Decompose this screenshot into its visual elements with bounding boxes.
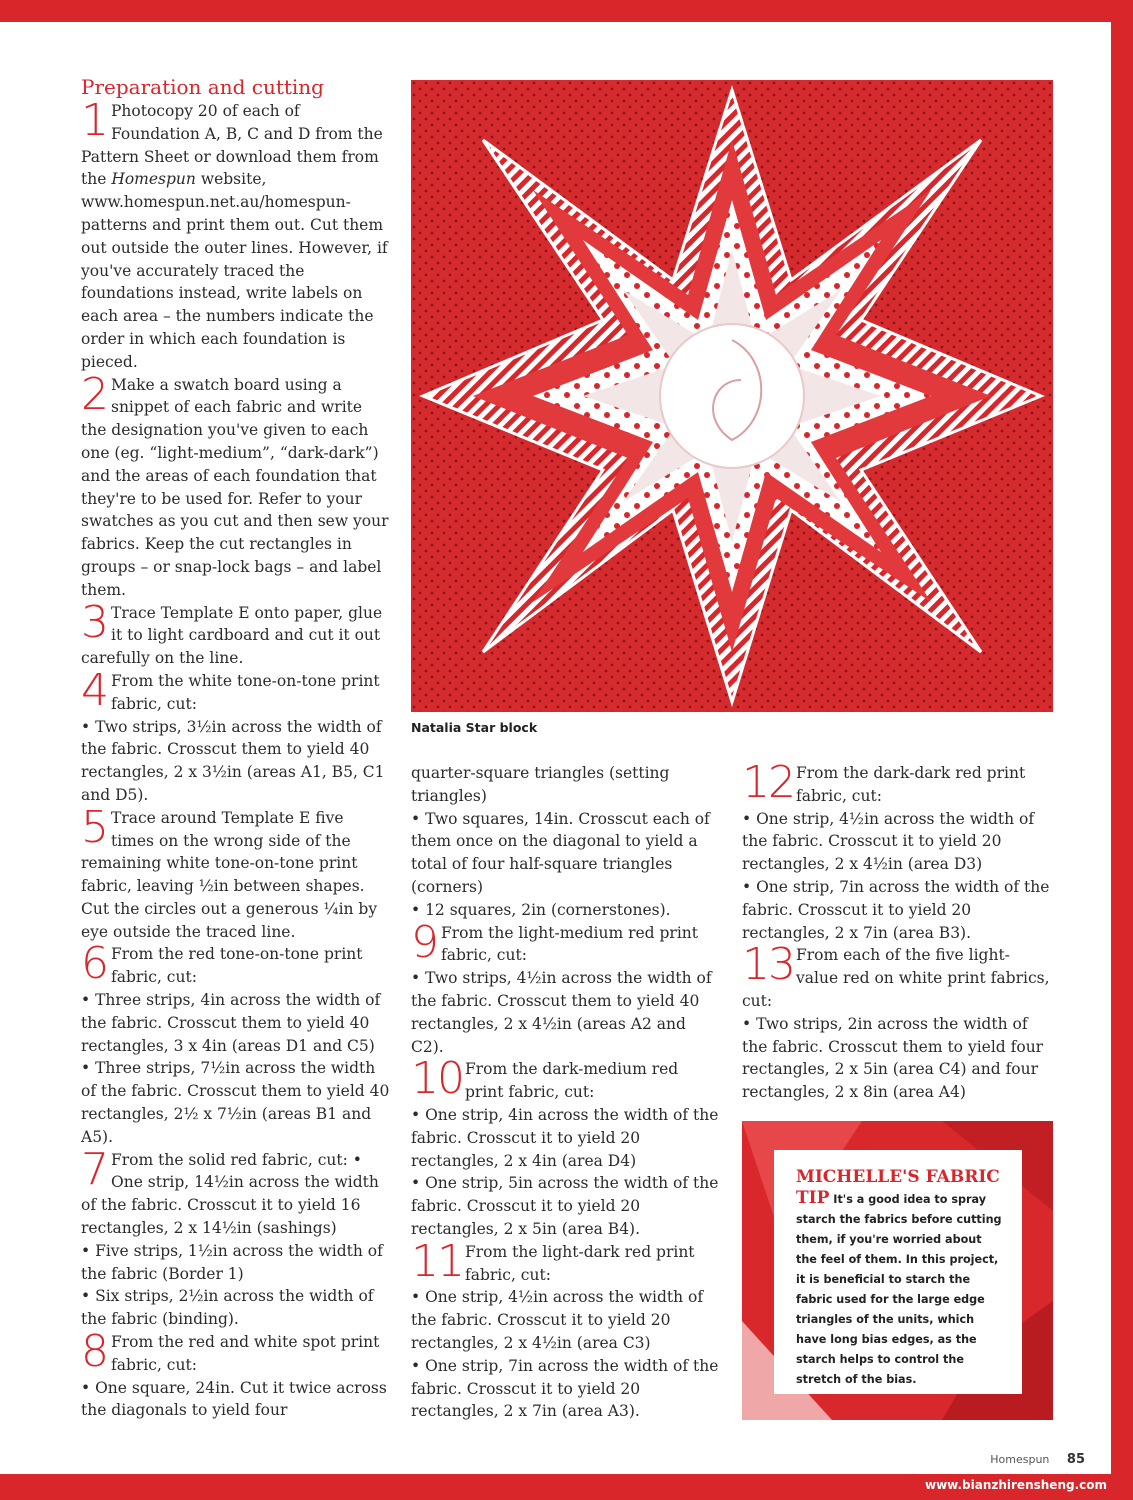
watermark-url: www.bianzhirensheng.com [924, 1478, 1107, 1492]
step-bullet: • Two strips, 2in across the width of the fabric. Crosscut them to yield four rectangles, 2 x 5in (area C4) and four rectangles, 2 x 8in (area A4) [742, 1014, 1044, 1102]
step-5 [81, 801, 391, 944]
step-10 [411, 1053, 721, 1240]
step-bullet: • One strip, 5in across the width of the fabric. Crosscut it to yield 20 rectangles, 2 x 5in (area B4). [411, 1174, 719, 1238]
tip-title: MICHELLE'S FABRIC TIP [796, 1167, 1000, 1208]
step-number: 7 [81, 1143, 109, 1195]
fabric-tip-box [742, 1121, 1053, 1420]
step-1 [81, 95, 391, 374]
step-6 [81, 938, 391, 1148]
page-border-right [1111, 0, 1133, 1500]
step-number: 6 [81, 938, 109, 990]
page-footer [990, 1452, 1085, 1467]
step-text: Photocopy 20 of each of Foundation A, B, C and D from the Pattern Sheet or download them from the [81, 102, 383, 189]
step-4 [81, 664, 391, 807]
step-text: From the dark-dark red print fabric, cut: [796, 764, 1026, 805]
step-11 [411, 1235, 721, 1423]
step-bullet: • Two strips, 3½in across the width of the fabric. Crosscut them to yield 40 rectangles, 2 x 3½in (areas A1, B5, C1 and D5). [81, 717, 385, 804]
step-number: 10 [411, 1053, 463, 1105]
page-border-top [0, 0, 1133, 22]
step-number: 13 [742, 939, 794, 991]
step-bullet: • One strip, 4½in across the width of the fabric. Crosscut it to yield 20 rectangles, 2 x 4½in (area C3) [411, 1288, 704, 1352]
step-bullet: • One strip, 4in across the width of the fabric. Crosscut it to yield 20 rectangles, 2 x 4in (area D4) [411, 1105, 719, 1170]
column-2 [411, 762, 721, 1423]
step-text: Trace around Template E five times on the wrong side of the remaining white tone-on-tone print fabric, leaving ½in between shapes. Cut the circles out a generous ¼in by eye outside the traced line. [81, 808, 378, 941]
step-number: 8 [81, 1326, 109, 1378]
step-bullet: • Three strips, 7½in across the width of the fabric. Crosscut them to yield 40 rectangles, 2½ x 7½in (areas B1 and A5). [81, 1059, 390, 1146]
step-bullet: • Two strips, 4½in across the width of the fabric. Crosscut them to yield 40 rectangles, 2 x 4½in (areas A2 and C2). [411, 969, 712, 1056]
tip-panel [774, 1150, 1022, 1394]
step-number: 12 [742, 757, 794, 808]
magazine-name: Homespun [990, 1453, 1050, 1466]
step-7 [81, 1143, 391, 1331]
step-text: From the red and white spot print fabric, cut: [111, 1333, 380, 1374]
magazine-name: Homespun [111, 170, 196, 189]
tip-text: It's a good idea to spray starch the fabrics before cutting them, if you're worried about the feel of them. In this project, it is beneficial to starch the fabric used for the large edge triangles of the units, which have long bias edges, as the starch helps to control the stretch of the bias. [796, 1193, 1002, 1386]
step-13 [742, 939, 1052, 1104]
section-title: Preparation and cutting [81, 75, 324, 99]
step-9 [411, 916, 721, 1059]
step-bullet: • One square, 24in. Cut it twice across the diagonals to yield four [81, 1378, 387, 1420]
step-bullet: • Five strips, 1½in across the width of the fabric (Border 1) [81, 1241, 383, 1283]
step-bullet: • 12 squares, 2in (cornerstones). [411, 900, 671, 919]
column-1 [81, 74, 391, 1422]
step-bullet: • One strip, 4½in across the width of the fabric. Crosscut it to yield 20 rectangles, 2 x 4½in (area D3) [742, 809, 1035, 874]
step-text: From each of the five light-value red on white print fabrics, cut: [742, 946, 1050, 1010]
photo-caption: Natalia Star block [411, 720, 538, 735]
step-8 [81, 1326, 391, 1422]
step-number: 9 [411, 916, 439, 968]
step-text: From the solid red fabric, cut: • One strip, 14½in across the width of the fabric. Crosscut it to yield 16 rectangles, 2 x 14½in (sashings) [81, 1150, 379, 1238]
step-number: 5 [81, 801, 109, 853]
step-number: 4 [81, 664, 109, 716]
quilt-block-photo [411, 80, 1053, 712]
step-text: From the light-medium red print fabric, cut: [441, 923, 699, 965]
step-number: 2 [81, 368, 109, 420]
step-number: 1 [81, 95, 109, 146]
step-text: From the dark-medium red print fabric, cut: [465, 1060, 679, 1102]
step-bullet: • Two squares, 14in. Crosscut each of them once on the diagonal to yield a total of four half-square triangles (corners) [411, 809, 710, 896]
step-text: From the light-dark red print fabric, cut: [465, 1242, 695, 1284]
step-number: 11 [411, 1235, 463, 1287]
step-bullet: • Three strips, 4in across the width of the fabric. Crosscut them to yield 40 rectangles, 3 x 4in (areas D1 and C5) [81, 991, 381, 1055]
step-text: Trace Template E onto paper, glue it to light cardboard and cut it out carefully on the line. [81, 603, 383, 668]
step-text: Make a swatch board using a snippet of each fabric and write the designation you've given to each one (eg. “light-medium”, “dark-dark”) and the areas of each foundation that they're to be used for. Refer to your swatches as you cut and then sew your fabrics. Keep the cut rectangles in groups – or snap-lock bags – and label them. [81, 375, 389, 599]
step-text: From the white tone-on-tone print fabric, cut: [111, 671, 380, 713]
continued-text: quarter-square triangles (setting triangles) [411, 764, 670, 805]
star-block-illustration [411, 80, 1053, 712]
step-bullet: • One strip, 7in across the width of the fabric. Crosscut it to yield 20 rectangles, 2 x 7in (area B3). [742, 877, 1050, 942]
step-text: From the red tone-on-tone print fabric, cut: [111, 945, 363, 987]
step-bullet: • Six strips, 2½in across the width of the fabric (binding). [81, 1287, 374, 1329]
step-bullet: • One strip, 7in across the width of the fabric. Crosscut it to yield 20 rectangles, 2 x 7in (area A3). [411, 1356, 719, 1421]
step-3 [81, 596, 391, 670]
column-3 [742, 757, 1052, 1104]
step-number: 3 [81, 596, 109, 648]
step-2 [81, 368, 391, 602]
step-12 [742, 757, 1052, 944]
step-text-cont: website, www.homespun.net.au/homespun-patterns and print them out. Cut them out outside the outer lines. However, if you've accurately traced the foundations instead, write labels on each area – the numbers indicate the order in which each foundation is pieced. [81, 170, 388, 371]
page-number: 85 [1066, 1452, 1085, 1467]
